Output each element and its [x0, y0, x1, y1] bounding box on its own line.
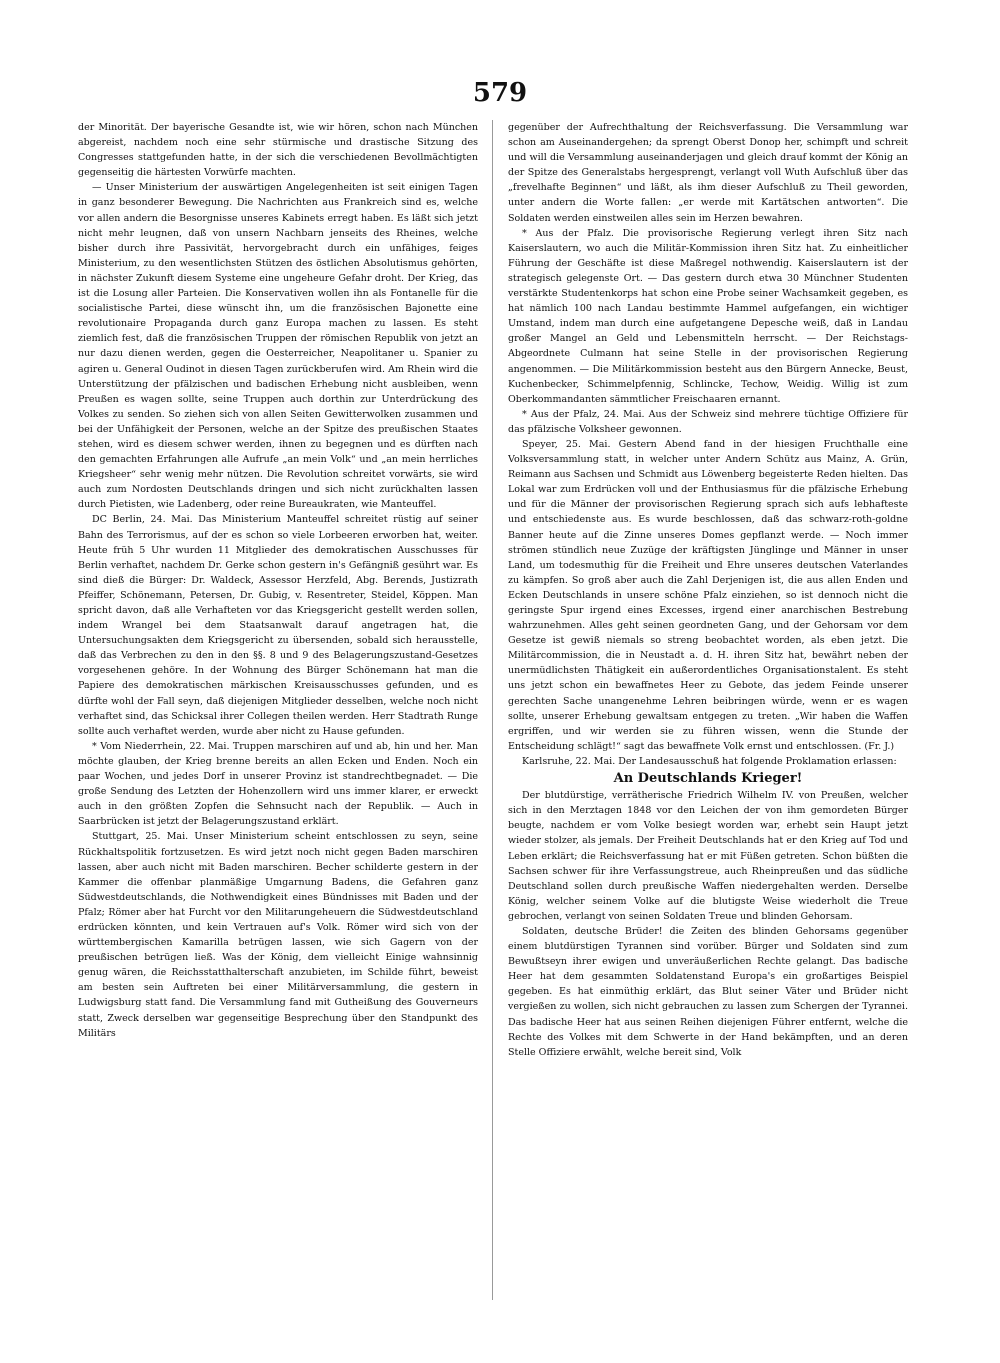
page-number: 579 [472, 78, 528, 108]
left-column [78, 120, 478, 1340]
paragraph: Karlsruhe, 22. Mai. Der Landesausschuß hat folgende Proklamation erlassen: [522, 755, 897, 767]
column-divider [492, 120, 493, 1300]
proclamation-title: An Deutschlands Krieger! [613, 771, 803, 787]
paragraph: * Vom Niederrhein, 22. Mai. Truppen marschiren auf und ab, hin und her. Man möchte glauben, der Krieg brenne bereits an allen Ecken und Enden. Noch ein paar Wochen, und jedes Dorf in unserer Provinz ist standrechtbegnadet. — Die große Sendung des Letzten der Hohenzollern wird uns immer klarer, er erweckt auch in den größten Zopfen die Sehnsucht nach der Republik. — Auch in Saarbrücken ist jetzt der Belagerungszustand erklärt. [78, 740, 478, 828]
paragraph: DC Berlin, 24. Mai. Das Ministerium Manteuffel schreitet rüstig auf seiner Bahn des Terrorismus, auf der es schon so viele Lorbeeren erworben hat, weiter. Heute früh 5 Uhr wurden 11 Mitglieder des demokratischen Ausschusses für Berlin verhaftet, nachdem Dr. Gerke schon gestern in's Gefängniß gesührt war. Es sind dieß die Bürger: Dr. Waldeck, Assessor Herzfeld, Abg. Berends, Justizrath Pfeiffer, Schönemann, Petersen, Dr. Gubig, v. Resentreter, Steidel, Köppen. Man spricht davon, daß alle Verhafteten vor das Kriegsgericht gestellt werden sollen, indem Wrangel bei dem Staatsanwalt darauf angetragen hat, die Untersuchungsakten dem Kriegsgericht zu übersenden, sobald sich herausstelle, daß das Verbrechen zu den in den §§. 8 und 9 des Belagerungszustand-Gesetzes vorgesehenen gehöre. In der Wohnung des Bürger Schönemann hat man die Papiere des demokratischen märkischen Kreisausschusses gefunden, und es dürfte wohl der Fall seyn, daß diejenigen Mitglieder desselben, welche noch nicht verhaftet sind, das Schicksal ihrer Collegen theilen werden. Herr Stadtrath Runge sollte auch verhaftet werden, wurde aber nicht zu Hause gefunden. [78, 514, 478, 737]
right-column [508, 120, 908, 1340]
paragraph: Soldaten, deutsche Brüder! die Zeiten des blinden Gehorsams gegenüber einem blutdürstigen Tyrannen sind vorüber. Bürger und Soldaten sind zum Bewußtseyn ihrer ewigen und unveräußerlichen Rechte gelangt. Das badische Heer hat dem gesammten Soldatenstand Europa's ein großartiges Beispiel gegeben. Es hat einmüthig erklärt, das Blut seiner Väter und Brüder nicht vergießen zu wollen, sich nicht gebrauchen zu lassen zum Schergen der Tyrannei. Das badische Heer hat aus seinen Reihen diejenigen Führer entfernt, welche die Rechte des Volkes mit dem Schwerte in der Hand bekämpften, und an deren Stelle Offiziere erwählt, welche bereit sind, Volk [508, 925, 908, 1058]
paragraph: der Minorität. Der bayerische Gesandte ist, wie wir hören, schon nach München abgereist, nachdem noch eine sehr stürmische und drastische Sitzung des Congresses stattgefunden hatte, in der sich die verschiedenen Bevollmächtigten gegenseitig die härtesten Vorwürfe machten. [78, 122, 478, 179]
paragraph: * Aus der Pfalz. Die provisorische Regierung verlegt ihren Sitz nach Kaiserslautern, wo auch die Militär-Kommission ihren Sitz hat. Zu einheitlicher Führung der Geschäfte ist diese Maßregel nothwendig. Kaiserslautern ist der strategisch gelegenste Ort. — Das gestern durch etwa 30 Münchner Studenten verstärkte Studentenkorps hat schon eine Probe seiner Wachsamkeit gegeben, es hat nämlich 100 nach Landau bestimmte Hammel aufgefangen, ein wichtiger Umstand, indem man durch eine aufgetangene Depesche weiß, daß in Landau großer Mangel an Geld und Lebensmitteln herrscht. — Der Reichstags-Abgeordnete Culmann hat seine Stelle in der provisorischen Regierung angenommen. — Die Militärkommission besteht aus den Bürgern Annecke, Beust, Kuchenbecker, Schimmelpfennig, Schlincke, Techow, Weidig. Willig ist zum Oberkommandanten sämmtlicher Freischaaren ernannt. [508, 227, 908, 405]
paragraph: Der blutdürstige, verrätherische Friedrich Wilhelm IV. von Preußen, welcher sich in den Merztagen 1848 vor den Leichen der von ihm gemordeten Bürger beugte, nachdem er vom Volke besiegt worden war, erhebt sein Haupt jetzt wieder stolzer, als jemals. Der Freiheit Deutschlands hat er den Krieg auf Tod und Leben erklärt; die Reichsverfassung hat er mit Füßen getreten. Schon büßten die Sachsen schwer für ihre Verfassungstreue, auch Rheinpreußen und das südliche Deutschland sollen durch preußische Waffen niedergehalten werden. Derselbe König, welcher seinem Volke auf die blutigste Weise wiederholt die Treue gebrochen, verlangt von seinen Soldaten Treue und blinden Gehorsam. [508, 790, 908, 922]
paragraph: — Unser Ministerium der auswärtigen Angelegenheiten ist seit einigen Tagen in ganz besonderer Bewegung. Die Nachrichten aus Frankreich sind es, welche vor allen andern die Besorgnisse unseres Kabinets erregt haben. Es läßt sich jetzt nicht mehr leugnen, daß von unsern Nachbarn jenseits des Rheines, welche bisher durch ihre Passivität, hervorgebracht durch ein unfähiges, feiges Ministerium, zu den wesentlichsten Stützen des östlichen Absolutismus gehörten, in nächster Zukunft diesem Systeme eine ungeheure Gefahr droht. Der Krieg, das ist die Losung aller Parteien. Die Konservativen wollen ihn als Fontanelle für die socialistische Partei, diese wünscht ihn, um die französischen Bajonette eine revolutionaire Propaganda durch ganz Europa machen zu lassen. Es steht ziemlich fest, daß die französischen Truppen der römischen Republik von jetzt an nur dazu dienen werden, gegen die Oesterreicher, Neapolitaner u. Spanier zu agiren u. General Oudinot in diesen Tagen zurückberufen wird. Am Rhein wird die Unterstützung der pfälzischen und badischen Erhebung nicht ausbleiben, wenn Preußen es wagen sollte, seine Truppen auch dorthin zur Unterdrückung des Volkes zu senden. So ziehen sich von allen Seiten Gewitterwolken zusammen und bei der Unfähigkeit der Personen, welche an der Spitze des preußischen Staates stehen, wird es diesem schwer werden, ihnen zu begegnen und es dürften nach den gemachten Erfahrungen alle Aufrufe „an mein Volk“ und „an mein herrliches Kriegsheer“ sehr wenig mehr nützen. Die Revolution schreitet vorwärts, sie wird auch zum Nordosten Deutschlands dringen und sich nicht zurückhalten lassen durch Pietisten, wie Ladenberg, oder reine Bureaukraten, wie Manteuffel. [78, 182, 478, 511]
paragraph: gegenüber der Aufrechthaltung der Reichsverfassung. Die Versammlung war schon am Auseinandergehen; da sprengt Oberst Donop her, schimpft und schreit und will die Versammlung auseinanderjagen und gleich drauf kommt der König an der Spitze des Generalstabs hergesprengt, verlangt voll Wuth Aufschluß über das „frevelhafte Beginnen“ und läßt, als ihm dieser Aufschluß zu Theil geworden, unter andern die Worte fallen: „er werde mit Kartätschen antworten“. Die Soldaten werden einstweilen alles sein im Herzen bewahren. [508, 122, 908, 224]
paragraph: Speyer, 25. Mai. Gestern Abend fand in der hiesigen Fruchthalle eine Volksversammlung statt, in welcher unter Andern Schütz aus Mainz, A. Grün, Reimann aus Sachsen und Schmidt aus Löwenberg begeisterte Reden hielten. Das Lokal war zum Erdrücken voll und der Enthusiasmus für die pfälzische Erhebung und für die Männer der provisorischen Regierung sprach sich aufs lebhafteste und entschiedenste aus. Es wurde beschlossen, daß das schwarz-roth-goldne Banner heute auf die Zinne unseres Domes gepflanzt werde. — Noch immer strömen stündlich neue Zuzüge der kräftigsten Jünglinge und Männer in unser Land, um todesmuthig für die Freiheit und Ehre unseres deutschen Vaterlandes zu kämpfen. So groß aber auch die Zahl Derjenigen ist, die aus allen Enden und Ecken Deutschlands in unsere schöne Pfalz einziehen, so ist dennoch nicht die geringste Spur irgend eines Excesses, irgend einer anarchischen Bestrebung wahrzunehmen. Alles geht seinen geordneten Gang, und der Gehorsam vor dem Gesetze ist gewiß niemals so streng beobachtet worden, als eben jetzt. Die Militärcommission, die in Neustadt a. d. H. ihren Sitz hat, bewährt neben der unermüdlichsten Thätigkeit ein außerordentliches Organisationstalent. Es steht uns jetzt schon ein bewaffnetes Heer zu Gebote, das jedem Feinde unserer gerechten Sache unangenehme Lehren beibringen würde, wenn er es wagen sollte, unserer Erhebung gewaltsam entgegen zu treten. „Wir haben die Waffen ergriffen, und wir werden sie zu führen wissen, wenn die Stunde der Entscheidung schlägt!“ sagt das bewaffnete Volk ernst und entschlossen. (Fr. J.) [508, 438, 908, 752]
paragraph: * Aus der Pfalz, 24. Mai. Aus der Schweiz sind mehrere tüchtige Offiziere für das pfälzische Volksheer gewonnen. [508, 408, 908, 435]
paragraph: Stuttgart, 25. Mai. Unser Ministerium scheint entschlossen zu seyn, seine Rückhaltspolitik fortzusetzen. Es wird jetzt noch nicht gegen Baden marschiren lassen, aber auch nicht mit Baden marschiren. Becher schilderte gestern in der Kammer die offenbar planmäßige Umgarnung Badens, die Gefahren ganz Südwestdeutschlands, die Nothwendigkeit eines Bündnisses mit Baden und der Pfalz; Römer aber hat Furcht vor den Militarungeheuern die Südwestdeutschland erdrücken könnten, und kein Vertrauen auf's Volk. Römer wird sich von der württembergischen Kamarilla betrügen lassen, wie sich Gagern von der preußischen betrügen ließ. Was der König, dem vielleicht Einige wahnsinnig genug wären, die Reichsstatthalterschaft anzubieten, im Schilde führt, beweist am besten sein Auftreten bei einer Militärversammlung, die gestern in Ludwigsburg statt fand. Die Versammlung fand mit Gutheißung des Gouverneurs statt, Zweck derselben war gegenseitige Besprechung über den Standpunkt des Militärs [78, 831, 478, 1039]
